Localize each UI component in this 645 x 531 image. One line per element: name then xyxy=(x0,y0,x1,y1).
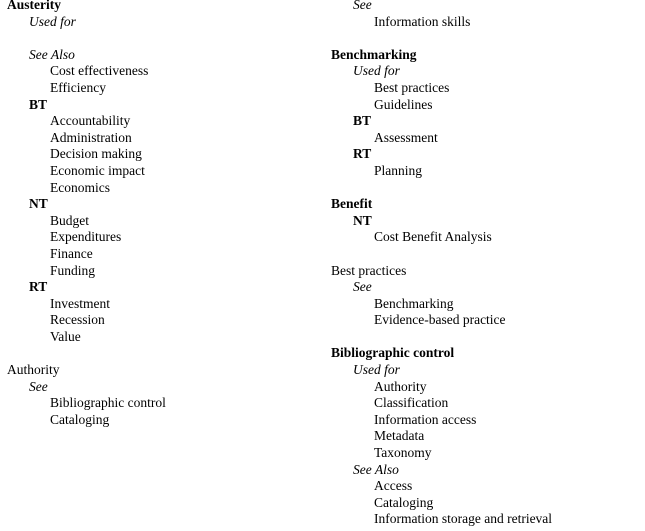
thesaurus-term: Bibliographic control xyxy=(331,345,455,361)
related-term: Recession xyxy=(50,312,105,328)
thesaurus-term: Austerity xyxy=(7,0,61,12)
related-term: Investment xyxy=(50,295,110,311)
relation-label: Used for xyxy=(29,13,76,29)
relation-label: See xyxy=(353,279,372,295)
related-term: Administration xyxy=(50,129,132,145)
spacer xyxy=(331,246,643,263)
thesaurus-term: Benchmarking xyxy=(331,46,417,62)
thesaurus-term: Authority xyxy=(7,362,60,378)
relation-label: NT xyxy=(353,212,372,228)
related-term: Efficiency xyxy=(50,79,106,95)
related-term: Expenditures xyxy=(50,229,122,245)
spacer xyxy=(331,329,643,346)
thesaurus-term: Best practices xyxy=(331,262,407,278)
thesaurus-column-left xyxy=(7,0,327,428)
spacer xyxy=(331,30,643,47)
relation-label: Used for xyxy=(353,63,400,79)
related-term: Value xyxy=(50,328,81,344)
related-term: Benchmarking xyxy=(374,295,454,311)
relation-label: See xyxy=(29,378,48,394)
related-term: Funding xyxy=(50,262,96,278)
relation-label: BT xyxy=(29,96,48,112)
related-term: Planning xyxy=(374,162,423,178)
related-term: Classification xyxy=(374,395,449,411)
relation-label: See xyxy=(353,0,372,12)
related-term: Bibliographic control xyxy=(50,395,166,411)
relation-label: RT xyxy=(353,146,372,162)
spacer xyxy=(331,180,643,197)
thesaurus-term: Benefit xyxy=(331,196,373,212)
related-term: Metadata xyxy=(374,428,425,444)
related-term: Accountability xyxy=(50,113,131,129)
related-term: Budget xyxy=(50,212,89,228)
related-term: Access xyxy=(374,478,413,494)
related-term: Information storage and retrieval xyxy=(374,511,553,527)
related-term: Economic impact xyxy=(50,162,145,178)
thesaurus-column-right xyxy=(331,0,643,528)
related-term: Best practices xyxy=(374,79,450,95)
related-term: Decision making xyxy=(50,146,142,162)
related-term: Evidence-based practice xyxy=(374,312,506,328)
spacer xyxy=(7,345,327,362)
related-term: Taxonomy xyxy=(374,445,432,461)
related-term: Cataloging xyxy=(374,494,434,510)
related-term: Information skills xyxy=(374,13,471,29)
related-term: Cost Benefit Analysis xyxy=(374,229,492,245)
relation-label: NT xyxy=(29,196,48,212)
relation-label: BT xyxy=(353,113,372,129)
related-term: Cost effectiveness xyxy=(50,63,149,79)
related-term: Economics xyxy=(50,179,110,195)
relation-label: RT xyxy=(29,279,48,295)
related-term: Authority xyxy=(374,378,427,394)
related-term: Cataloging xyxy=(50,411,110,427)
related-term: Information access xyxy=(374,411,477,427)
related-term: Assessment xyxy=(374,129,438,145)
spacer xyxy=(7,30,327,47)
relation-label: Used for xyxy=(353,362,400,378)
related-term: Guidelines xyxy=(374,96,433,112)
relation-label: See Also xyxy=(29,46,75,62)
related-term: Finance xyxy=(50,245,93,261)
relation-label: See Also xyxy=(353,461,399,477)
